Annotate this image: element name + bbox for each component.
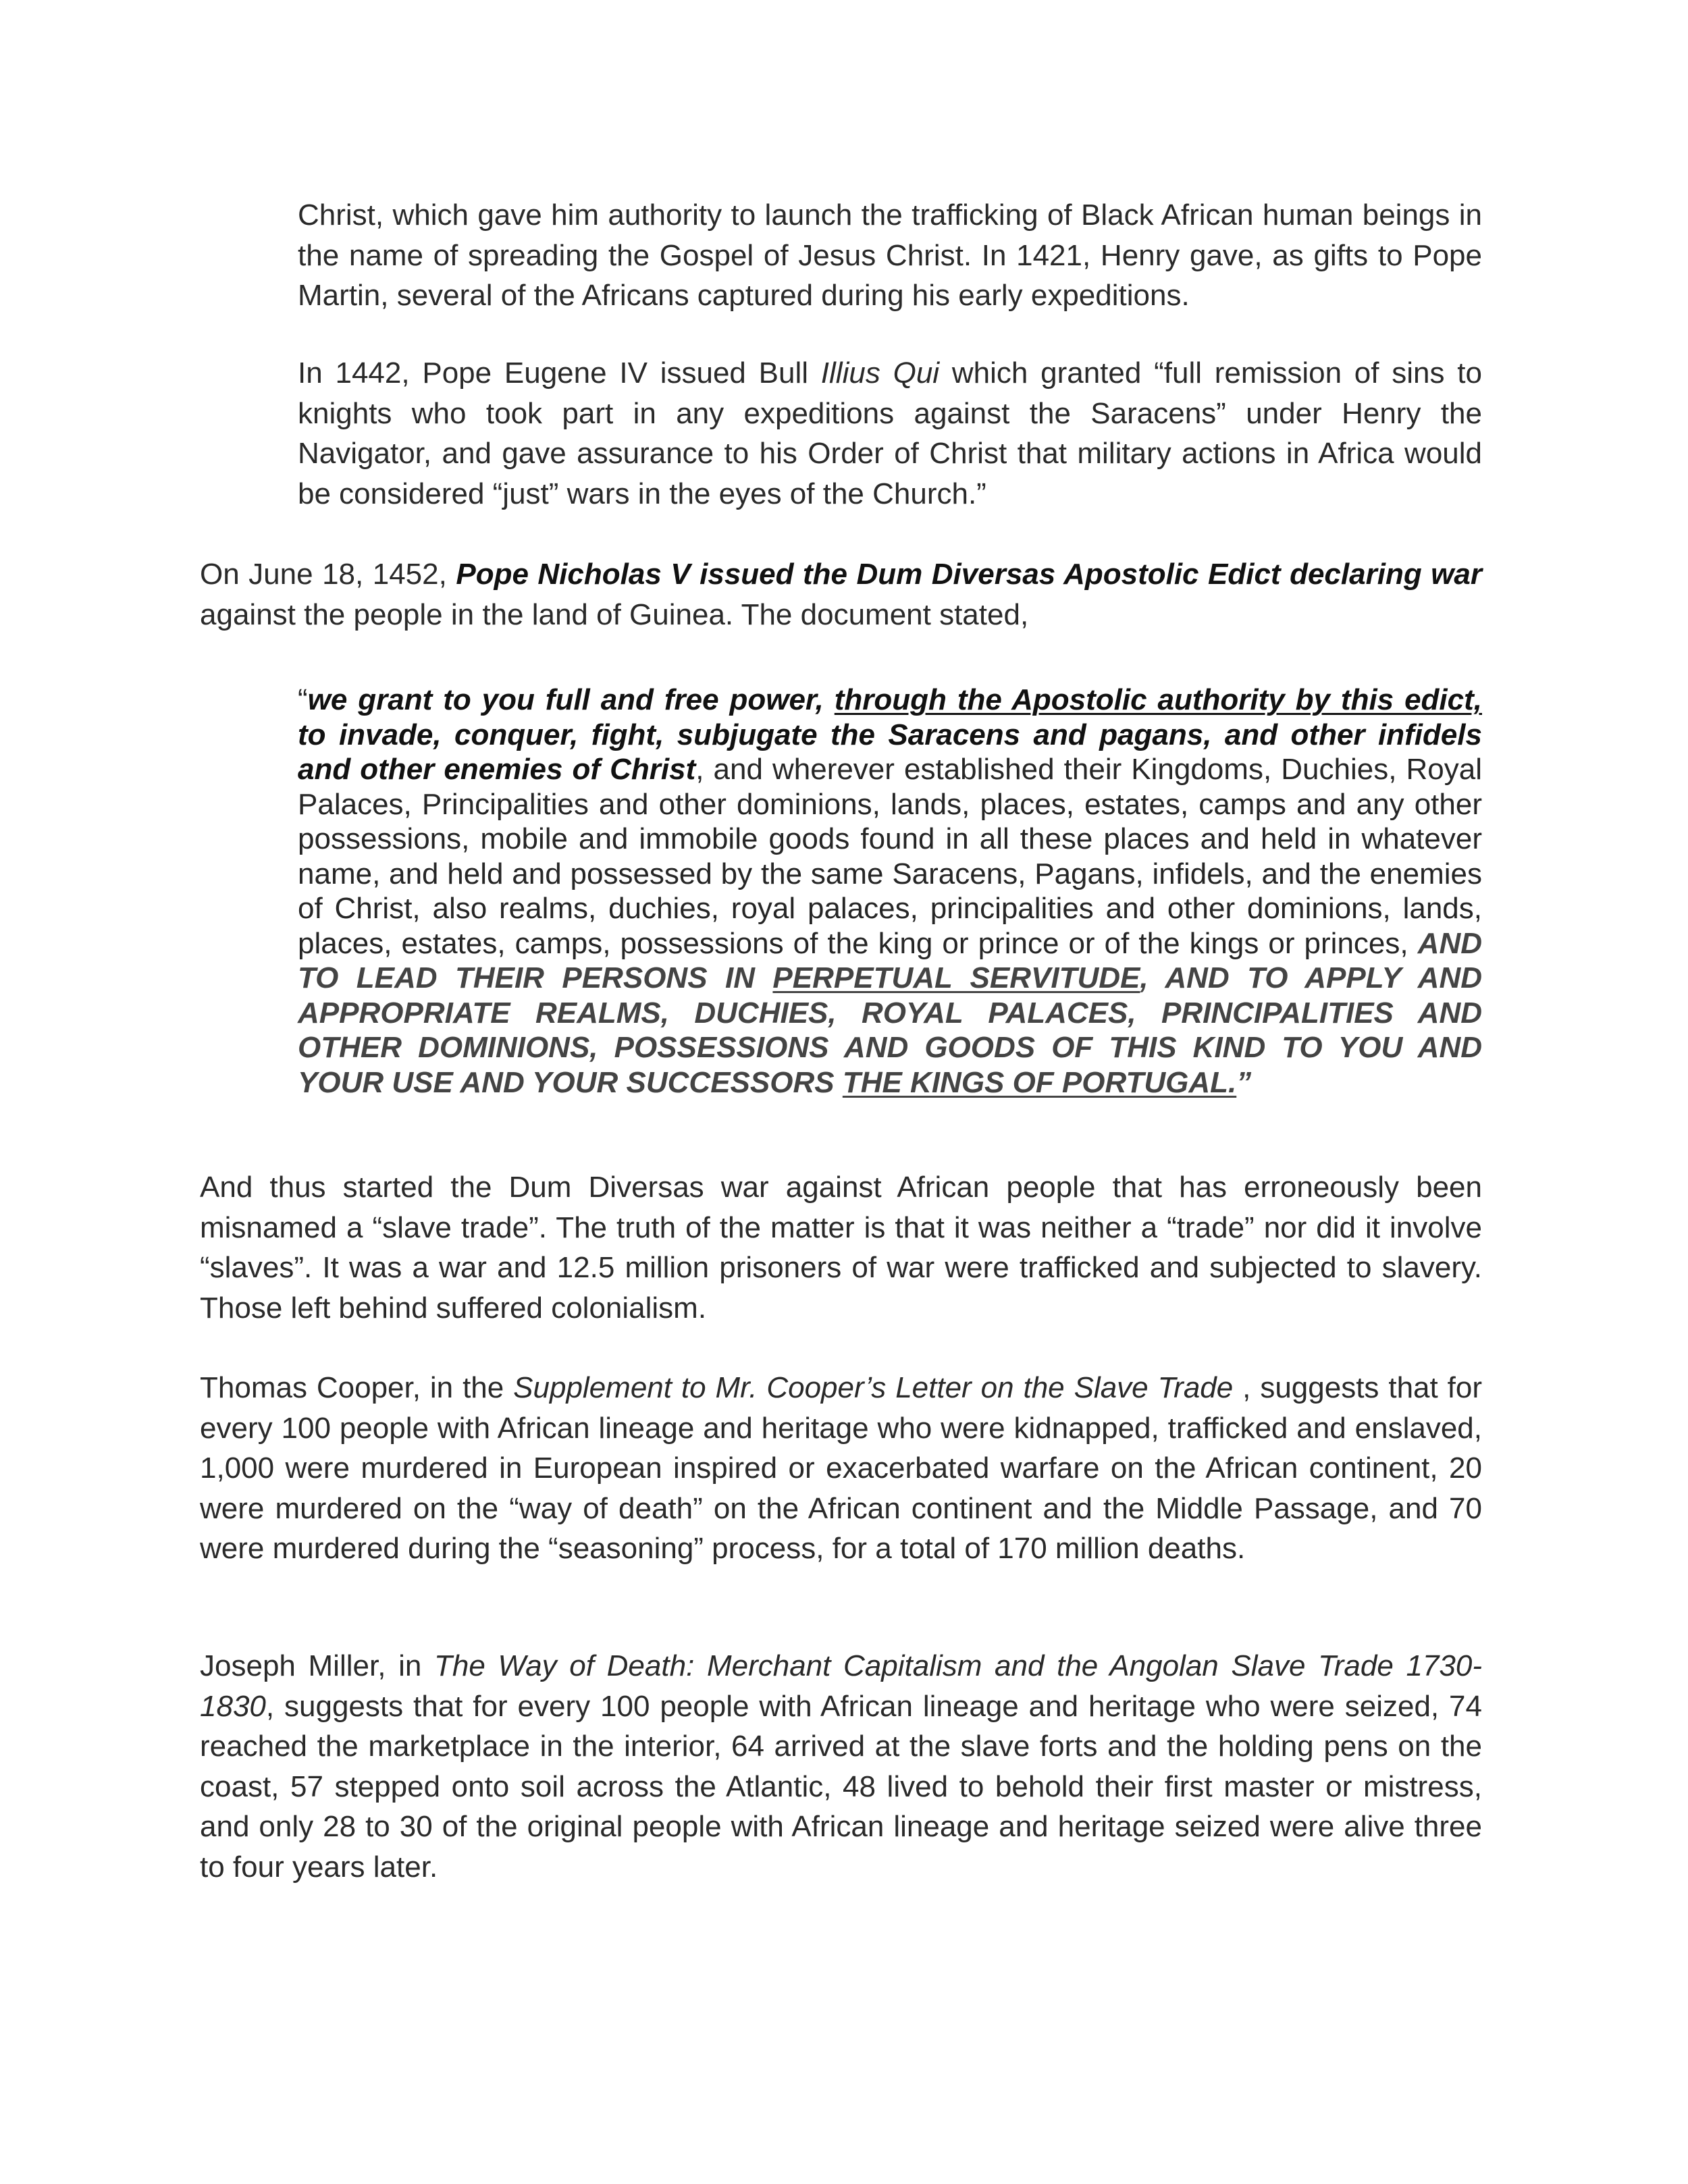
paragraph-thomas-cooper — [200, 1368, 1482, 1569]
edict-emphasis: Pope Nicholas V issued the Dum Diversas Apostolic Edict declaring war — [456, 558, 1482, 591]
edict-quote — [298, 683, 1482, 1100]
paragraph-text: which granted “full remission of sins to knights who took part in any expeditions against the Saracens” under Henry the Navigator, and gave assurance to his Order of Christ that military actions in Africa would be considered “just” wars in the eyes of the Church.” — [298, 356, 1482, 510]
quote-underlined-emphasis: through the Apostolic authority by this edict, — [834, 683, 1482, 716]
quote-underlined-capitals: THE KINGS OF PORTUGAL. — [842, 1065, 1237, 1099]
quote-emphasis: we grant to you full and free power, — [307, 683, 835, 716]
paragraph-henry-gifts — [298, 195, 1482, 316]
paragraph-text: Christ, which gave him authority to launch the trafficking of Black African human beings in the name of spreading the Gospel of Jesus Christ. In 1421, Henry gave, as gifts to Pope Martin, several of the Africans captured during his early expeditions. — [298, 198, 1482, 312]
paragraph-war-not-trade — [200, 1167, 1482, 1328]
paragraph-text: against the people in the land of Guinea. The document stated, — [200, 597, 1029, 631]
paragraph-text: On June 18, 1452, — [200, 558, 456, 591]
paragraph-text: Thomas Cooper, in the — [200, 1371, 514, 1404]
quote-open-mark: “ — [298, 683, 308, 716]
paragraph-text: And thus started the Dum Diversas war against African people that has erroneously been misnamed a “slave trade”. The truth of the matter is that it was neither a “trade” nor did it involve “slaves”. It was a war and 12.5 million prisoners of war were trafficked and subjected to slavery. Those left behind suffered colonialism. — [200, 1171, 1482, 1325]
book-title: The Way of Death: Merchant Capitalism and the Angolan Slave Trade 1730-1830 — [200, 1649, 1483, 1723]
paragraph-text: , suggests that for every 100 people with African lineage and heritage who were kidnapped, trafficked and enslaved, 1,000 were murdered in European inspired or exacerbated warfare on the African continent, 20 were murdered on the “way of death” on the African continent and the Middle Passage, and 70 were murdered during the “seasoning” process, for a total of 170 million deaths. — [200, 1371, 1483, 1565]
quote-text: , and wherever established their Kingdoms, Duchies, Royal Palaces, Principalities and other dominions, lands, places, estates, camps and any other possessions, mobile and immobile goods found in all these places and held in whatever name, and held and possessed by the same Saracens, Pagans, infidels, and the enemies of Christ, also realms, duchies, royal palaces, principalities and other dominions, lands, places, estates, camps, possessions of the king or prince or of the kings or princes, — [298, 753, 1482, 960]
paragraph-text: , suggests that for every 100 people with African lineage and heritage who were seized, 74 reached the marketplace in the interior, 64 arrived at the slave forts and the holding pens on the coast, 57 stepped onto soil across the Atlantic, 48 lived to behold their first master or mistress, and only 28 to 30 of the original people with African lineage and heritage seized were alive three to four years later. — [200, 1689, 1482, 1884]
quote-close-mark: ” — [1236, 1065, 1252, 1099]
quote-capitals: AND TO LEAD THEIR PERSONS IN — [298, 926, 1482, 994]
bull-title: Illius Qui — [820, 356, 940, 390]
paragraph-text: In 1442, Pope Eugene IV issued Bull — [298, 356, 821, 390]
paragraph-joseph-miller — [200, 1646, 1482, 1887]
paragraph-illius-qui — [298, 353, 1482, 514]
paragraph-dum-diversas-intro — [200, 554, 1482, 635]
book-title: Supplement to Mr. Cooper’s Letter on the Slave Trade — [513, 1371, 1234, 1404]
quote-emphasis: to invade, conquer, fight, subjugate the Saracens and pagans, and other infidels and other enemies of Christ — [298, 718, 1482, 786]
paragraph-text: Joseph Miller, in — [200, 1649, 434, 1682]
quote-capitals: , AND TO APPLY AND APPROPRIATE REALMS, DUCHIES, ROYAL PALACES, PRINCIPALITIES AND OTHER DOMINIONS, POSSESSIONS AND GOODS OF THIS KIND TO YOU AND YOUR USE AND YOUR SUCCESSORS — [298, 961, 1483, 1099]
quote-underlined-capitals: PERPETUAL SERVITUDE — [772, 961, 1140, 994]
